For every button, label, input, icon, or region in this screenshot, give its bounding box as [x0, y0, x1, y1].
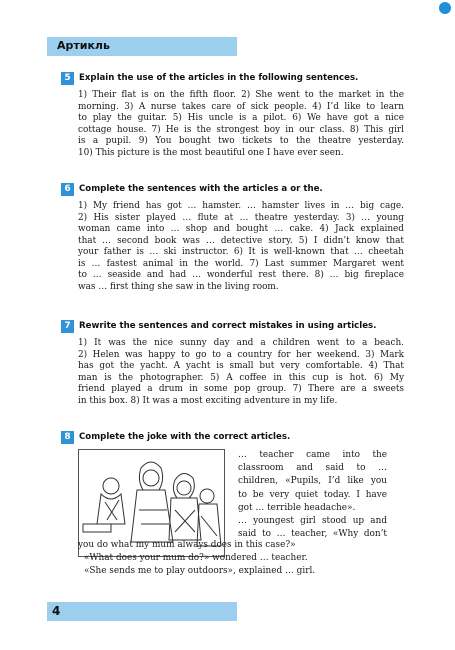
text-line: 1) It was the nice sunny day and a children went to a beach. — [78, 338, 404, 348]
text-line: that … second book was … detective story. 5) I didn’t know that — [78, 235, 404, 246]
text-line: … teacher came into the — [238, 450, 387, 460]
section-header — [47, 37, 237, 56]
text-line: classroom and said to … — [238, 463, 387, 474]
text-line: got … terrible headache». — [238, 502, 356, 513]
joke-text-bottom — [78, 539, 404, 579]
page-number: 4 — [52, 604, 61, 618]
text-line: was … first thing she saw in the living room. — [78, 281, 279, 292]
exercise-instruction: Rewrite the sentences and correct mistakes in using articles. — [79, 321, 377, 331]
section-title: Артикль — [57, 39, 110, 52]
exercise-instruction: Explain the use of the articles in the following sentences. — [79, 73, 359, 83]
text-line: you do what my mum always does in this case?» — [78, 540, 296, 550]
exercise-header — [61, 183, 404, 197]
exercise-5 — [61, 72, 404, 159]
text-line: cottage house. 7) He is the strongest boy in our class. 8) This girl — [78, 124, 404, 135]
exercise-instruction: Complete the joke with the correct articles. — [79, 432, 291, 442]
text-line: … youngest girl stood up and — [238, 516, 387, 527]
text-line: your father is … ski instructor. 6) It is well-known that … cheetah — [78, 247, 404, 257]
page-number-bar — [47, 602, 237, 621]
publisher-logo-icon — [439, 2, 451, 14]
exercise-number-badge: 5 — [61, 72, 74, 85]
text-line: 1) My friend has got … hamster. … hamster lives in … big cage. — [78, 201, 404, 211]
text-line: to play the guitar. 5) His uncle is a pilot. 6) We have got a nice — [78, 113, 404, 123]
exercise-text — [78, 338, 404, 407]
text-line: «She sends me to play outdoors», explained … girl. — [84, 566, 316, 577]
exercise-header — [61, 72, 404, 86]
text-line: children, «Pupils, I’d like you — [238, 476, 387, 487]
exercise-number-badge: 8 — [61, 431, 74, 444]
text-line: said to … teacher, «Why don’t — [238, 529, 387, 540]
text-line: to be very quiet today. I have — [238, 489, 387, 500]
exercise-text — [78, 90, 404, 159]
exercise-instruction: Complete the sentences with the articles a or the. — [79, 184, 323, 194]
text-line: woman came into … shop and bought … cake. 4) Jack explained — [78, 224, 404, 234]
text-line: friend played a drum in some pop group. 7) There are a sweets — [78, 384, 404, 394]
text-line: 2) His sister played … flute at … theatre yesterday. 3) … young — [78, 212, 404, 223]
joke-text-right — [238, 449, 387, 541]
text-line: is a pupil. 9) You bought two tickets to the theatre yesterday. — [78, 136, 404, 146]
exercise-number-badge: 6 — [61, 183, 74, 196]
text-line: «What does your mum do?» wondered … teacher. — [84, 553, 308, 564]
exercise-7 — [61, 320, 404, 407]
text-line: 10) This picture is the most beautiful one I have ever seen. — [78, 147, 344, 158]
text-line: man is the photographer. 5) A coffee in this cup is hot. 6) My — [78, 372, 404, 383]
exercise-number-badge: 7 — [61, 320, 74, 333]
text-line: to … seaside and had … wonderful rest there. 8) … big fireplace — [78, 270, 404, 280]
exercise-8 — [61, 431, 404, 577]
text-line: 2) Helen was happy to go to a country for her weekend. 3) Mark — [78, 349, 404, 360]
exercise-6 — [61, 183, 404, 293]
text-line: 1) Their flat is on the fifth floor. 2) She went to the market in the — [78, 90, 404, 100]
text-line: is … fastest animal in the world. 7) Last summer Margaret went — [78, 258, 404, 269]
exercise-header — [61, 431, 404, 445]
exercise-text — [78, 201, 404, 293]
text-line: in this box. 8) It was a most exciting adventure in my life. — [78, 395, 338, 406]
exercise-header — [61, 320, 404, 334]
text-line: morning. 3) A nurse takes care of sick people. 4) I’d like to learn — [78, 101, 404, 112]
text-line: has got the yacht. A yacht is small but very comfortable. 4) That — [78, 361, 404, 371]
